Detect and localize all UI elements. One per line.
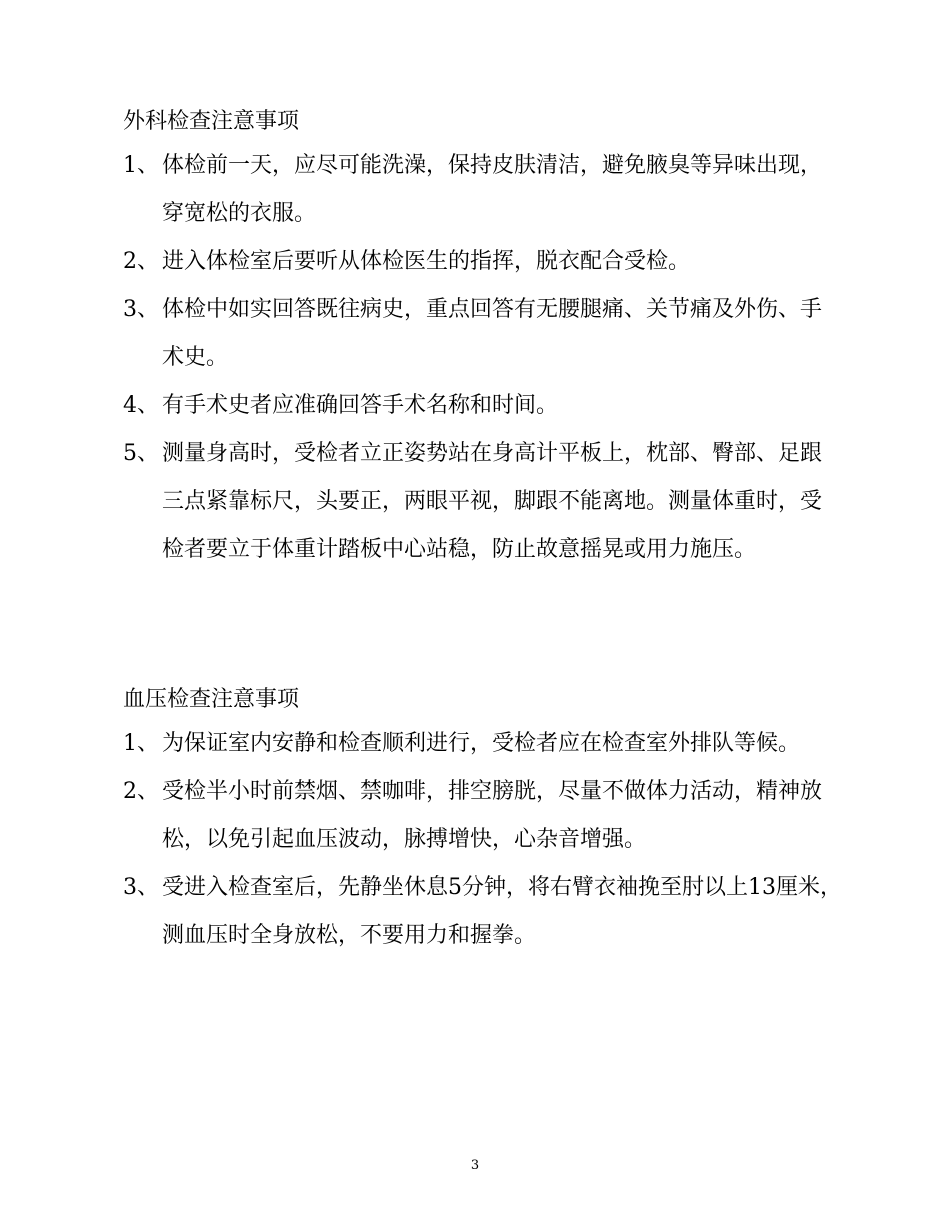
surgery-section-title: 外科检查注意事项 <box>123 109 300 134</box>
list-item <box>123 142 843 238</box>
item-text: 体检中如实回答既往病史，重点回答有无腰腿痛、关节痛及外伤、手术史。 <box>162 297 823 370</box>
list-item <box>123 286 843 382</box>
list-item <box>123 238 843 286</box>
item-number: 2、 <box>123 779 159 804</box>
list-item <box>123 430 843 574</box>
item-number: 1、 <box>123 153 159 178</box>
item-number: 3、 <box>123 875 159 900</box>
item-text: 有手术史者应准确回答手术名称和时间。 <box>162 393 559 418</box>
item-text: 测量身高时，受检者立正姿势站在身高计平板上，枕部、臀部、足跟三点紧靠标尺，头要正，两眼平视，脚跟不能离地。测量体重时，受检者要立于体重计踏板中心站稳，防止故意摇晃或用力施压。 <box>162 441 823 562</box>
item-text: 受进入检查室后，先静坐休息5分钟，将右臂衣袖挽至肘以上13厘米，测血压时全身放松，不要用力和握拳。 <box>162 875 842 948</box>
surgery-notes-list <box>123 142 843 574</box>
surgery-exam-section <box>123 102 843 574</box>
blood-pressure-section-title: 血压检查注意事项 <box>123 687 300 712</box>
blood-pressure-notes-list <box>123 720 843 960</box>
list-item <box>123 382 843 430</box>
item-number: 3、 <box>123 297 159 322</box>
item-number: 1、 <box>123 731 159 756</box>
list-item <box>123 720 843 768</box>
item-number: 4、 <box>123 393 159 418</box>
item-text: 体检前一天，应尽可能洗澡，保持皮肤清洁，避免腋臭等异味出现，穿宽松的衣服。 <box>162 153 823 226</box>
item-text: 为保证室内安静和检查顺利进行，受检者应在检查室外排队等候。 <box>162 731 801 756</box>
item-number: 5、 <box>123 441 159 466</box>
list-item <box>123 768 843 864</box>
page-number: 3 <box>470 1158 480 1173</box>
item-text: 进入体检室后要听从体检医生的指挥，脱衣配合受检。 <box>162 249 691 274</box>
list-item <box>123 864 843 960</box>
item-text: 受检半小时前禁烟、禁咖啡，排空膀胱，尽量不做体力活动，精神放松，以免引起血压波动，脉搏增快，心杂音增强。 <box>162 779 823 852</box>
blood-pressure-exam-section <box>123 680 843 960</box>
item-number: 2、 <box>123 249 159 274</box>
